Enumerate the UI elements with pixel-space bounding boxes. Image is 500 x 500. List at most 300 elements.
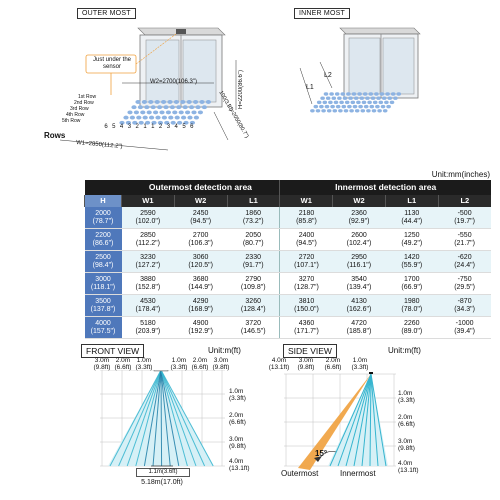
- row-number: 2: [135, 124, 139, 130]
- detection-dot: [179, 110, 184, 114]
- w2-dimension: W2=2700(106.3"): [150, 79, 197, 85]
- column-header: L1: [385, 195, 438, 207]
- detection-dot: [170, 105, 175, 109]
- row-label: 2nd Row: [74, 100, 94, 106]
- axis-label: [293, 357, 319, 371]
- detection-dot: [326, 96, 331, 99]
- axis-label-feet: (3.3ft): [398, 397, 415, 404]
- cell-mm: 2950: [351, 253, 367, 261]
- cell-mm: 2720: [298, 253, 315, 261]
- table-cell: [438, 317, 491, 339]
- table-cell: [385, 273, 438, 295]
- column-header: W1: [122, 195, 175, 207]
- table-cell: [280, 273, 333, 295]
- row-number: 6: [190, 124, 194, 130]
- detection-dot: [360, 96, 365, 99]
- detection-dot: [189, 105, 194, 109]
- cell-inches: (89.0"): [401, 327, 423, 335]
- cell-inches: (185.8"): [346, 327, 372, 335]
- detection-dot: [127, 110, 132, 114]
- column-header: W2: [333, 195, 386, 207]
- detection-dot: [320, 96, 325, 99]
- axis-label-feet: (9.8ft): [229, 443, 246, 450]
- cell-mm: 3270: [298, 275, 315, 283]
- cell-mm: 4360: [298, 319, 315, 327]
- detection-dot: [369, 92, 374, 95]
- cell-mm: 3500: [95, 297, 111, 305]
- cell-mm: 1420: [404, 253, 420, 261]
- detection-dot: [364, 105, 369, 108]
- row-number: 1: [143, 124, 147, 130]
- detection-dot: [346, 92, 351, 95]
- cell-mm: 3230: [140, 253, 156, 261]
- axis-label-meters: 4.0m: [229, 458, 244, 465]
- detection-dot: [180, 100, 185, 104]
- cell-mm: 3680: [192, 275, 209, 283]
- table-row: [85, 273, 492, 295]
- cell-inches: (106.3"): [188, 239, 213, 247]
- row-number: 3: [166, 124, 171, 130]
- axis-label: [229, 412, 246, 426]
- cell-mm: 3000: [95, 275, 111, 283]
- detection-dot: [353, 105, 358, 108]
- cell-mm: 1130: [404, 209, 420, 217]
- cell-inches: (21.7"): [454, 239, 475, 247]
- axis-label-feet: (9.8ft): [297, 364, 315, 371]
- detection-dot: [332, 96, 337, 99]
- axis-label-meters: 3.0m: [213, 357, 229, 364]
- cell-inches: (29.5"): [454, 283, 475, 291]
- axis-label: [208, 357, 234, 371]
- axis-label: [131, 357, 157, 371]
- detection-dot: [327, 109, 332, 112]
- axis-label: [398, 414, 415, 428]
- cell-mm: 4900: [192, 319, 209, 327]
- detection-dot: [153, 110, 158, 114]
- cell-inches: (102.4"): [346, 239, 372, 247]
- detection-dot: [342, 105, 347, 108]
- detection-dot: [172, 110, 177, 114]
- axis-label-feet: (6.6ft): [191, 364, 209, 371]
- cell-mm: 2000: [95, 209, 111, 217]
- cell-inches: (171.7"): [294, 327, 319, 335]
- row-number: 4: [119, 124, 124, 130]
- table-cell: [174, 317, 227, 339]
- detection-dot: [199, 100, 204, 104]
- cell-mm: 2590: [140, 209, 156, 217]
- detection-dot: [339, 101, 344, 104]
- row-number: 1: [151, 124, 155, 130]
- axis-label-feet: (3.3ft): [229, 395, 246, 402]
- detection-dot: [314, 105, 319, 108]
- detection-dot: [328, 101, 333, 104]
- detection-dot: [348, 96, 353, 99]
- table-row: [85, 295, 492, 317]
- detection-dot: [135, 100, 140, 104]
- side-angle-label: 15°: [315, 449, 328, 458]
- detection-dot: [155, 100, 160, 104]
- side-view-diagram: [284, 372, 399, 472]
- detection-dot: [363, 92, 368, 95]
- axis-label-meters: 4.0m: [271, 357, 287, 364]
- detection-dot: [316, 109, 321, 112]
- detection-dot: [147, 110, 152, 114]
- detection-dot: [321, 109, 326, 112]
- detection-dot: [349, 109, 354, 112]
- cell-mm: -500: [457, 209, 472, 217]
- row-number: 5: [112, 124, 116, 130]
- axis-label: [398, 390, 415, 404]
- cell-inches: (107.1"): [294, 261, 319, 269]
- cell-inches: (78.0"): [401, 305, 423, 313]
- cell-inches: (109.8"): [240, 283, 266, 291]
- cell-mm: 1700: [404, 275, 420, 283]
- spec-table: [84, 180, 491, 339]
- detection-dot: [345, 101, 350, 104]
- table-cell: [174, 251, 227, 273]
- detection-dot: [354, 96, 359, 99]
- table-cell: [280, 229, 333, 251]
- row-number: 4: [174, 124, 178, 130]
- cell-inches: (128.4"): [240, 305, 266, 313]
- detection-dot: [371, 96, 376, 99]
- front-bottom-big: 5.18m(17.0ft): [141, 479, 183, 486]
- detection-dot: [334, 101, 339, 104]
- detection-dot: [317, 101, 322, 104]
- cell-mm: 2050: [245, 231, 261, 239]
- detection-dot: [187, 100, 192, 104]
- cell-inches: (116.1"): [346, 261, 372, 269]
- cell-inches: (94.5"): [190, 217, 212, 225]
- table-group-header: [85, 180, 492, 195]
- column-header: W2: [174, 195, 227, 207]
- cell-mm: -620: [457, 253, 472, 261]
- h-value-cell: [85, 229, 122, 251]
- table-cell: [174, 207, 227, 229]
- detection-dot: [333, 109, 338, 112]
- detection-dot: [167, 100, 172, 104]
- axis-label-feet: (13.1ft): [398, 467, 419, 474]
- group-outer: Outermost detection area: [122, 180, 280, 195]
- detection-dot: [375, 105, 380, 108]
- axis-label-feet: (6.6ft): [398, 421, 415, 428]
- axis-label: [229, 388, 246, 402]
- detection-dot: [138, 105, 143, 109]
- detection-dot: [335, 92, 340, 95]
- table-cell: [385, 229, 438, 251]
- axis-label-meters: 2.0m: [115, 357, 131, 364]
- table-row: [85, 251, 492, 273]
- outer-door: [138, 28, 225, 107]
- inner-l2-label: L2: [324, 72, 332, 79]
- cell-mm: -550: [457, 231, 472, 239]
- table-cell: [227, 229, 280, 251]
- cell-mm: 2700: [192, 231, 209, 239]
- table-cell: [122, 229, 175, 251]
- detection-dot: [144, 105, 149, 109]
- detection-dot: [191, 110, 196, 114]
- cell-mm: 1860: [245, 209, 261, 217]
- detection-dot: [140, 110, 145, 114]
- detection-dot: [324, 92, 329, 95]
- l1-dimension: L1=2050(80.7"): [225, 103, 250, 140]
- cell-mm: 1250: [404, 231, 420, 239]
- detection-dot: [380, 92, 385, 95]
- table-cell: [122, 295, 175, 317]
- cell-inches: (49.2"): [401, 239, 423, 247]
- cell-inches: (78.7"): [92, 217, 114, 225]
- axis-label-feet: (6.6ft): [114, 364, 132, 371]
- corner-cell: [85, 180, 122, 195]
- table-cell: [227, 251, 280, 273]
- axis-label-feet: (9.8ft): [212, 364, 230, 371]
- cell-inches: (98.4"): [92, 261, 114, 269]
- cell-inches: (192.9"): [188, 327, 213, 335]
- cell-inches: (120.5"): [188, 261, 213, 269]
- axis-label-meters: 3.0m: [229, 436, 244, 443]
- axis-label-meters: 3.0m: [94, 357, 110, 364]
- cell-mm: 2260: [404, 319, 420, 327]
- cell-inches: (102.0"): [135, 217, 161, 225]
- axis-label-feet: (9.8ft): [398, 445, 415, 452]
- axis-label-meters: 1.0m: [352, 357, 368, 364]
- axis-label-meters: 4.0m: [398, 460, 413, 467]
- rows-label: Rows: [44, 131, 66, 140]
- table-cell: [333, 317, 386, 339]
- w1-dimension: W1=2850(112.2"): [75, 139, 123, 151]
- row-number: 2: [158, 124, 163, 130]
- detection-dot: [134, 110, 139, 114]
- axis-label-feet: (3.3ft): [170, 364, 188, 371]
- detection-dot: [142, 100, 147, 104]
- detection-dot: [174, 100, 179, 104]
- cell-inches: (203.9"): [135, 327, 161, 335]
- table-cell: [438, 273, 491, 295]
- table-row: [85, 229, 492, 251]
- cell-mm: 4530: [140, 297, 156, 305]
- cell-mm: 2850: [140, 231, 156, 239]
- cell-mm: 2200: [95, 231, 111, 239]
- cell-inches: (91.7"): [242, 261, 264, 269]
- table-cell: [438, 207, 491, 229]
- axis-label-meters: 2.0m: [229, 412, 244, 419]
- front-bottom-small: 1.1m(3.6ft): [136, 468, 190, 477]
- cell-inches: (44.4"): [401, 217, 423, 225]
- side-view-unit: Unit:m(ft): [388, 346, 421, 355]
- column-header: W1: [280, 195, 333, 207]
- detection-dot: [341, 92, 346, 95]
- cell-inches: (137.8"): [90, 305, 116, 313]
- cell-mm: 3060: [192, 253, 209, 261]
- detection-dot: [383, 109, 388, 112]
- cell-inches: (112.2"): [135, 239, 160, 247]
- axis-label-meters: 2.0m: [398, 414, 413, 421]
- table-row: [85, 207, 492, 229]
- detection-dot: [370, 105, 375, 108]
- cell-mm: 2360: [351, 209, 367, 217]
- cell-inches: (150.0"): [294, 305, 319, 313]
- cell-mm: 4720: [351, 319, 367, 327]
- detection-dot: [195, 105, 200, 109]
- cell-inches: (146.5"): [240, 327, 266, 335]
- table-column-header: [85, 195, 492, 207]
- detection-dot: [356, 101, 361, 104]
- cell-inches: (19.7"): [454, 217, 475, 225]
- detection-dot: [329, 92, 334, 95]
- detection-dot: [176, 105, 181, 109]
- cell-mm: 4000: [95, 319, 111, 327]
- table-cell: [333, 273, 386, 295]
- table-cell: [333, 229, 386, 251]
- detection-dot: [149, 116, 154, 120]
- detection-dot: [185, 110, 190, 114]
- detection-dot: [143, 116, 148, 120]
- detection-dot: [384, 101, 389, 104]
- table-cell: [122, 207, 175, 229]
- cell-mm: 2400: [298, 231, 315, 239]
- detection-dot: [310, 109, 315, 112]
- outermost-label: Outermost: [281, 469, 319, 478]
- detection-dot: [357, 92, 362, 95]
- detection-dot: [325, 105, 330, 108]
- cell-mm: 2600: [351, 231, 367, 239]
- table-cell: [174, 295, 227, 317]
- detection-dot: [155, 116, 160, 120]
- cell-inches: (73.2"): [242, 217, 264, 225]
- detection-dot: [377, 109, 382, 112]
- callout-text: Just under the sensor: [92, 57, 132, 70]
- table-cell: [438, 295, 491, 317]
- table-cell: [227, 317, 280, 339]
- table-cell: [227, 295, 280, 317]
- front-beam-ray: [161, 370, 162, 466]
- detection-dot: [391, 92, 396, 95]
- cell-inches: (86.6"): [92, 239, 114, 247]
- cell-inches: (34.3"): [454, 305, 475, 313]
- axis-label: [229, 458, 250, 472]
- side-sensor-icon: [369, 372, 373, 374]
- detection-dot: [374, 92, 379, 95]
- h-value-cell: [85, 295, 122, 317]
- detection-dot: [130, 116, 135, 120]
- detection-dot: [168, 116, 173, 120]
- cell-mm: 1980: [404, 297, 420, 305]
- detection-dot: [181, 116, 186, 120]
- innermost-label: Innermost: [340, 469, 376, 478]
- table-cell: [280, 317, 333, 339]
- detection-dot: [337, 96, 342, 99]
- cell-mm: 5180: [140, 319, 156, 327]
- detection-dot: [338, 109, 343, 112]
- detection-dot: [365, 96, 370, 99]
- detection-dot: [206, 100, 211, 104]
- column-header: H: [85, 195, 122, 207]
- table-cell: [438, 251, 491, 273]
- axis-label-feet: (6.6ft): [324, 364, 342, 371]
- table-cell: [280, 295, 333, 317]
- detection-dot: [381, 105, 386, 108]
- detection-dot: [386, 105, 391, 108]
- detection-dot: [131, 105, 136, 109]
- detection-dot: [385, 92, 390, 95]
- detection-dot: [319, 105, 324, 108]
- cell-inches: (127.2"): [135, 261, 161, 269]
- axis-label-feet: (3.3ft): [351, 364, 369, 371]
- detection-dot: [372, 109, 377, 112]
- detection-dot: [361, 109, 366, 112]
- detection-dot: [157, 105, 162, 109]
- detection-dot: [187, 116, 192, 120]
- detection-dot: [347, 105, 352, 108]
- axis-label: [347, 357, 373, 371]
- detection-dot: [198, 110, 203, 114]
- axis-label-feet: (13.1ft): [229, 465, 250, 472]
- cell-inches: (144.9"): [188, 283, 213, 291]
- cell-inches: (162.6"): [346, 305, 372, 313]
- table-cell: [333, 295, 386, 317]
- cell-mm: 3810: [298, 297, 315, 305]
- h-value-cell: [85, 317, 122, 339]
- table-cell: [385, 207, 438, 229]
- table-cell: [227, 207, 280, 229]
- column-header: L1: [227, 195, 280, 207]
- cell-mm: 4130: [351, 297, 367, 305]
- axis-label-meters: 2.0m: [325, 357, 341, 364]
- h-value-cell: [85, 207, 122, 229]
- detection-dot: [376, 96, 381, 99]
- detection-dot: [355, 109, 360, 112]
- detection-dot: [163, 105, 168, 109]
- table-row: [85, 317, 492, 339]
- detection-dot: [379, 101, 384, 104]
- axis-label-meters: 1.0m: [398, 390, 413, 397]
- detection-dot: [148, 100, 153, 104]
- axis-label: [398, 438, 415, 452]
- cell-inches: (85.8"): [296, 217, 317, 225]
- table-cell: [333, 207, 386, 229]
- cell-inches: (24.4"): [454, 261, 475, 269]
- table-cell: [122, 251, 175, 273]
- axis-label: [229, 436, 246, 450]
- detection-dot: [343, 96, 348, 99]
- detection-dot: [166, 110, 171, 114]
- axis-label-meters: 1.0m: [171, 357, 187, 364]
- detection-dot: [367, 101, 372, 104]
- cell-inches: (92.9"): [348, 217, 370, 225]
- row-number: 3: [127, 124, 132, 130]
- detection-dot: [390, 101, 395, 104]
- column-header: L2: [438, 195, 491, 207]
- cell-mm: 2330: [245, 253, 261, 261]
- detection-dot: [202, 105, 207, 109]
- door-illustrations: [0, 0, 500, 165]
- table-cell: [122, 273, 175, 295]
- cell-mm: 3540: [351, 275, 367, 283]
- detection-dot: [336, 105, 341, 108]
- cell-mm: 4290: [192, 297, 209, 305]
- table-cell: [174, 273, 227, 295]
- cell-inches: (178.4"): [135, 305, 161, 313]
- detection-dot: [194, 116, 199, 120]
- detection-dot: [123, 116, 128, 120]
- outer-most-tag: OUTER MOST: [77, 8, 136, 19]
- cell-inches: (152.8"): [135, 283, 161, 291]
- cell-inches: (139.4"): [346, 283, 372, 291]
- axis-label: [398, 460, 419, 474]
- detection-dot: [175, 116, 180, 120]
- detection-dot: [351, 101, 356, 104]
- cell-mm: 3260: [245, 297, 261, 305]
